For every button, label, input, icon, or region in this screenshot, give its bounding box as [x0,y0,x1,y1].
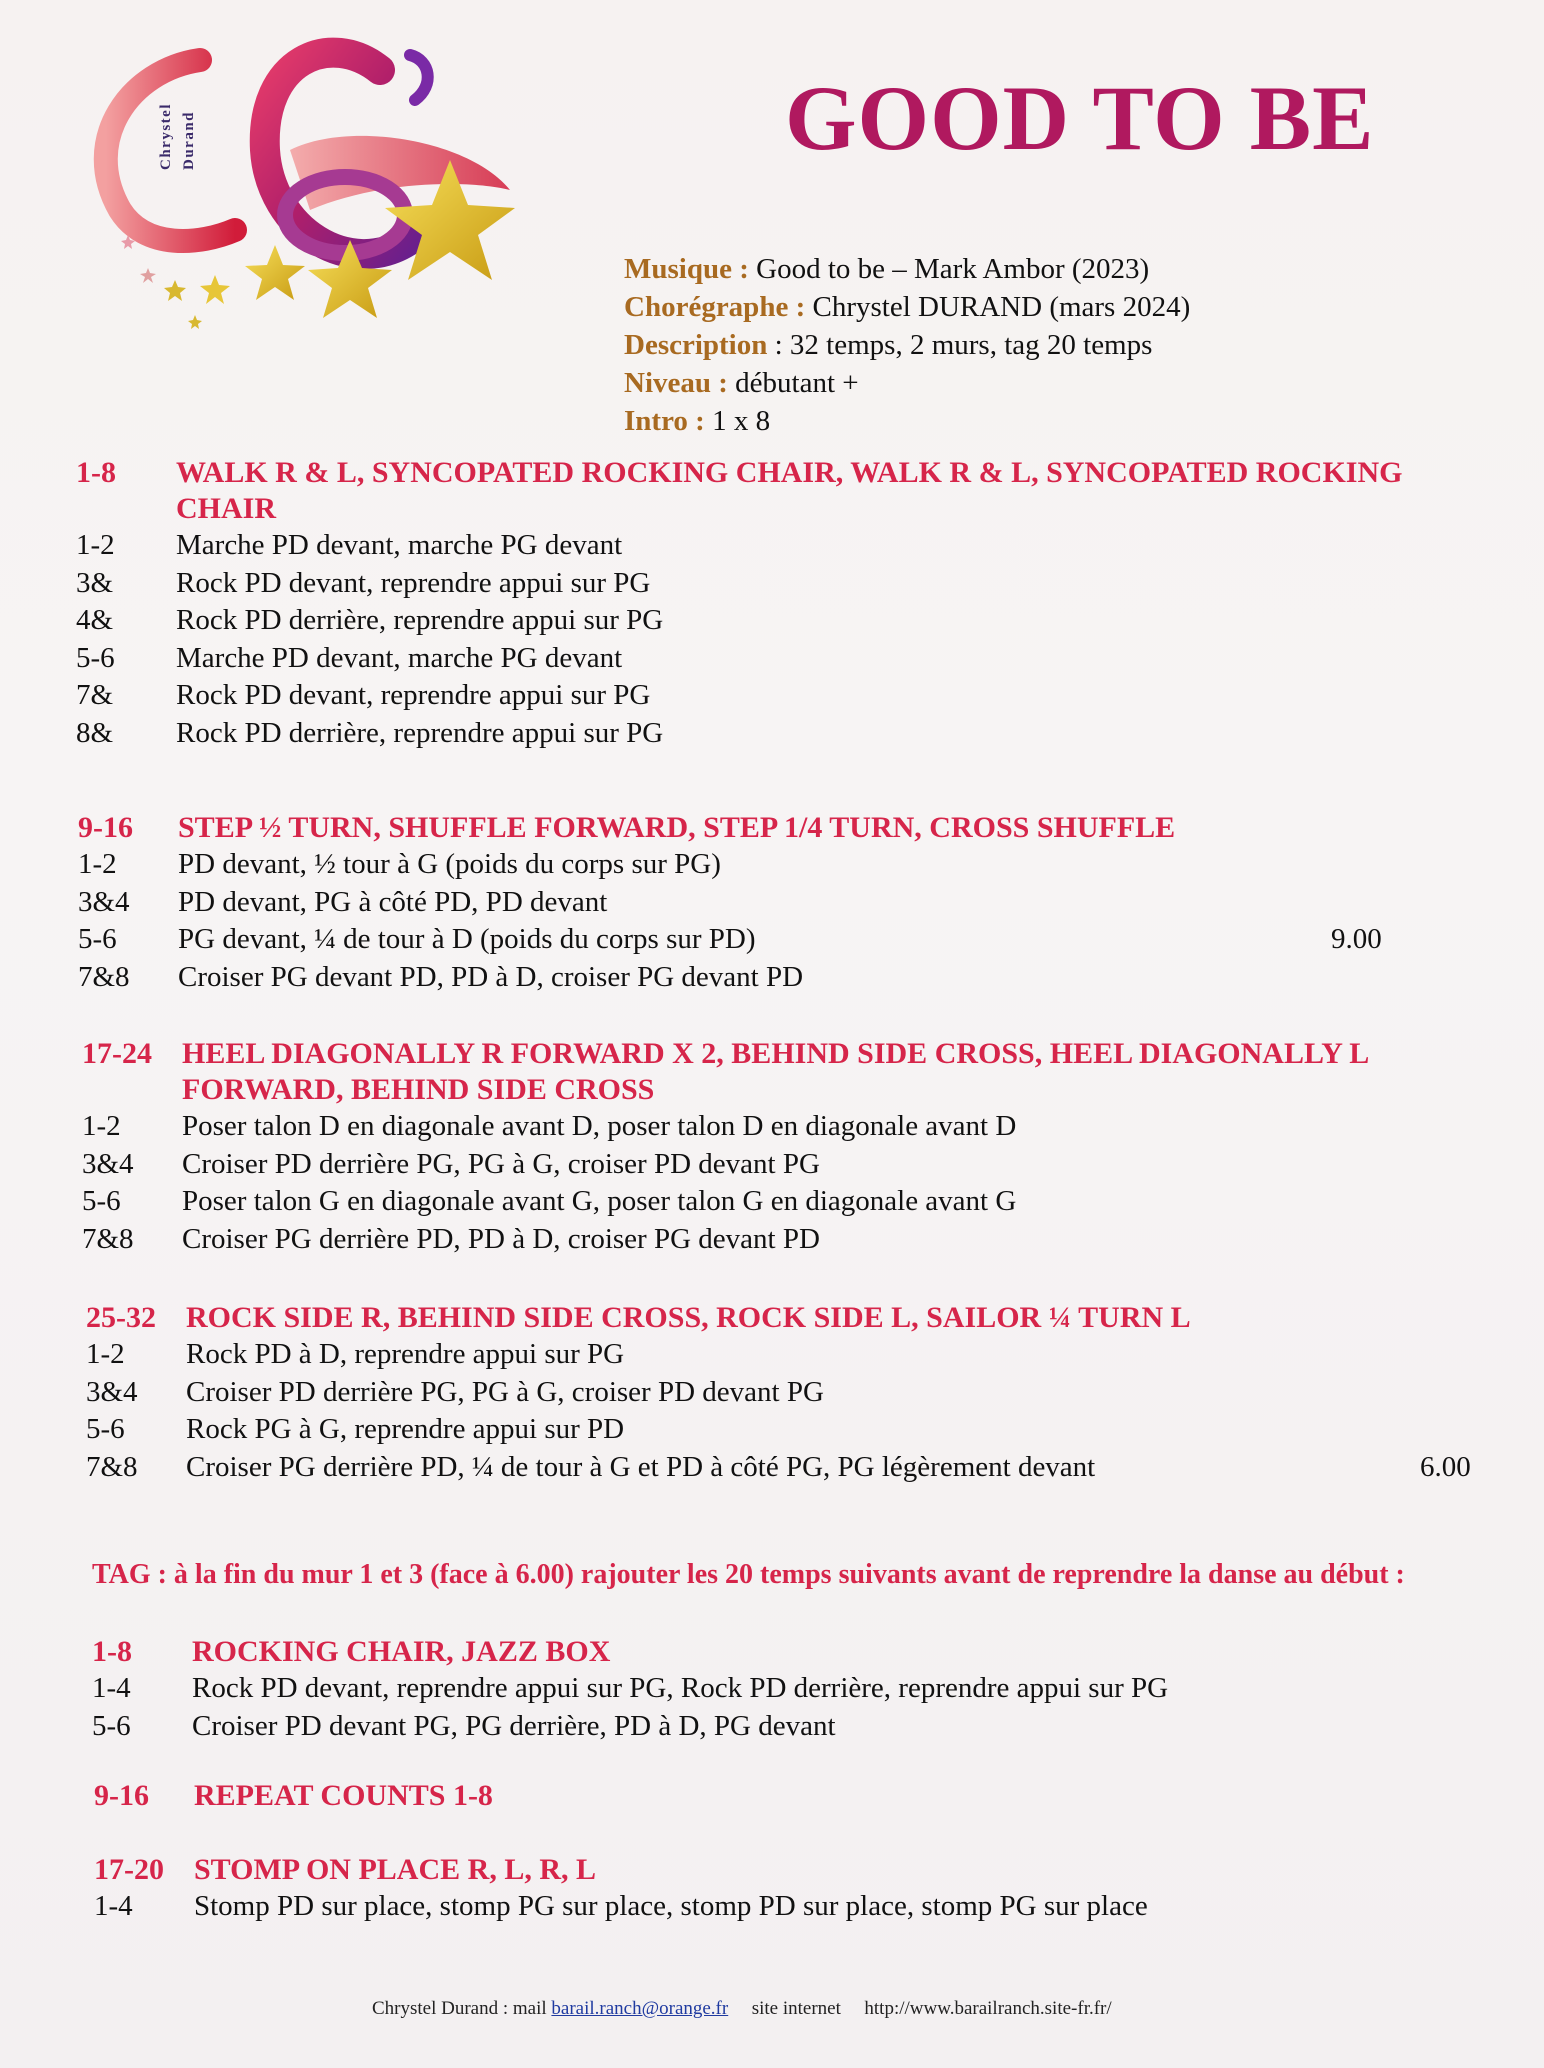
step-row [78,959,1478,997]
step-row [76,565,1406,603]
step-description: Rock PD devant, reprendre appui sur PG, Rock PD derrière, reprendre appui sur PG [192,1672,1169,1704]
meta-music: Musique : Good to be – Mark Ambor (2023) [624,253,1150,285]
step-count: 8& [76,716,114,749]
step-description: Croiser PD devant PG, PG derrière, PD à D, PG devant [192,1709,836,1742]
chrystel-durand-logo [50,30,530,330]
step-row [82,1108,1502,1146]
footer-email-link[interactable]: barail.ranch@orange.fr [551,1998,729,2019]
step-description: PD devant, ½ tour à G (poids du corps sur PG) [178,848,721,880]
section-counts: 9-16 [78,811,133,844]
step-row [86,1336,1506,1374]
step-description: Poser talon G en diagonale avant G, poser talon G en diagonale avant G [182,1185,1017,1217]
section-heading [82,1036,1502,1108]
footer-name: Chrystel Durand : mail [372,1998,547,2019]
step-description: Rock PD devant, reprendre appui sur PG [176,566,651,599]
step-description: Rock PD derrière, reprendre appui sur PG [176,604,664,636]
step-row [86,1449,1506,1487]
step-count: 7&8 [82,1222,134,1255]
tag-section-17-20 [94,1852,1494,1926]
step-description: Stomp PD sur place, stomp PG sur place, stomp PD sur place, stomp PG sur place [194,1890,1148,1922]
step-row [82,1146,1502,1184]
step-count: 5-6 [76,641,115,674]
step-count: 3&4 [86,1375,138,1408]
step-description: Croiser PD derrière PG, PG à G, croiser PD devant PG [182,1147,820,1180]
wall-direction: 9.00 [1331,923,1382,955]
step-row [86,1411,1506,1449]
tag-section-1-8 [92,1634,1492,1745]
section-counts: 9-16 [94,1779,149,1812]
step-description: Poser talon D en diagonale avant D, poser talon D en diagonale avant D [182,1110,1017,1142]
step-row [94,1888,1494,1926]
tag-section-9-16 [94,1778,1494,1814]
section-title: REPEAT COUNTS 1-8 [194,1779,493,1812]
step-description: Croiser PD derrière PG, PG à G, croiser PD devant PG [186,1375,824,1408]
step-description: Marche PD devant, marche PG devant [176,529,623,561]
step-count: 1-4 [92,1672,131,1704]
step-count: 1-4 [94,1890,133,1922]
section-counts: 17-24 [82,1037,152,1070]
step-count: 1-2 [82,1110,121,1142]
logo-text-line2: Durand [181,110,197,170]
section-title: ROCK SIDE R, BEHIND SIDE CROSS, ROCK SIDE L, SAILOR ¼ TURN L [186,1301,1191,1334]
step-row [76,602,1406,640]
section-title: ROCKING CHAIR, JAZZ BOX [192,1635,611,1668]
step-row [82,1221,1502,1259]
step-count: 1-2 [78,848,117,880]
section-counts: 17-20 [94,1853,164,1886]
dance-info [624,250,1190,440]
step-row [82,1183,1502,1221]
step-count: 3&4 [82,1147,134,1180]
section-25-32 [86,1300,1506,1486]
step-count: 7& [76,679,114,711]
section-heading [94,1778,1494,1814]
step-count: 5-6 [82,1185,121,1217]
section-title: STOMP ON PLACE R, L, R, L [194,1853,596,1886]
step-row [86,1374,1506,1412]
section-title: HEEL DIAGONALLY R FORWARD X 2, BEHIND SIDE CROSS, HEEL DIAGONALLY L FORWARD, BEHIND SIDE CROSS [182,1037,1368,1106]
step-count: 3& [76,566,114,599]
meta-intro: Intro : 1 x 8 [624,405,771,437]
section-title: STEP ½ TURN, SHUFFLE FORWARD, STEP 1/4 TURN, CROSS SHUFFLE [178,811,1176,844]
footer-site-url[interactable]: http://www.barailranch.site-fr.fr/ [864,1998,1112,2019]
step-count: 1-2 [86,1338,125,1370]
step-description: Rock PD devant, reprendre appui sur PG [176,679,651,711]
step-count: 7&8 [78,960,130,993]
tag-intro: TAG : à la fin du mur 1 et 3 (face à 6.00) rajouter les 20 temps suivants avant de reprendre la danse au début : [92,1559,1405,1590]
step-row [76,677,1406,715]
section-counts: 1-8 [92,1635,132,1668]
meta-description: Description : 32 temps, 2 murs, tag 20 temps [624,329,1153,361]
section-17-24 [82,1036,1502,1258]
section-counts: 25-32 [86,1301,156,1334]
step-count: 3&4 [78,885,130,918]
footer-contact [372,1998,1112,2020]
footer-site-label: site internet [751,1998,841,2019]
step-description: Rock PD à D, reprendre appui sur PG [186,1338,625,1370]
step-row [78,921,1478,959]
step-row [78,846,1478,884]
step-description: PD devant, PG à côté PD, PD devant [178,885,608,918]
meta-choreographer: Chorégraphe : Chrystel DURAND (mars 2024) [624,291,1191,323]
section-title: WALK R & L, SYNCOPATED ROCKING CHAIR, WALK R & L, SYNCOPATED ROCKING CHAIR [176,456,1403,525]
step-count: 5-6 [78,923,117,955]
step-description: Croiser PG derrière PD, PD à D, croiser PG devant PD [182,1222,820,1255]
step-description: Rock PD derrière, reprendre appui sur PG [176,716,664,749]
section-heading [86,1300,1506,1336]
step-description: PG devant, ¼ de tour à D (poids du corps sur PD) [178,923,756,955]
section-1-8 [76,455,1406,752]
step-count: 4& [76,604,114,636]
meta-level: Niveau : débutant + [624,367,859,399]
section-heading [92,1634,1492,1670]
section-heading [76,455,1406,527]
wall-direction: 6.00 [1420,1450,1471,1483]
section-counts: 1-8 [76,456,116,489]
step-count: 5-6 [86,1413,125,1445]
step-description: Marche PD devant, marche PG devant [176,641,623,674]
step-description: Croiser PG derrière PD, ¼ de tour à G et PD à côté PG, PG légèrement devant [186,1450,1096,1483]
step-row [76,715,1406,753]
logo-text-line1: Chrystel [158,103,174,170]
step-description: Croiser PG devant PD, PD à D, croiser PG devant PD [178,960,804,993]
dance-title: GOOD TO BE [785,67,1375,169]
step-count: 7&8 [86,1450,138,1483]
step-row [76,527,1406,565]
section-heading [94,1852,1494,1888]
step-description: Rock PG à G, reprendre appui sur PD [186,1413,625,1445]
section-heading [78,810,1478,846]
step-count: 1-2 [76,529,115,561]
step-row [92,1670,1492,1708]
step-row [92,1708,1492,1746]
step-count: 5-6 [92,1709,131,1742]
section-9-16 [78,810,1478,996]
step-row [78,884,1478,922]
step-row [76,640,1406,678]
